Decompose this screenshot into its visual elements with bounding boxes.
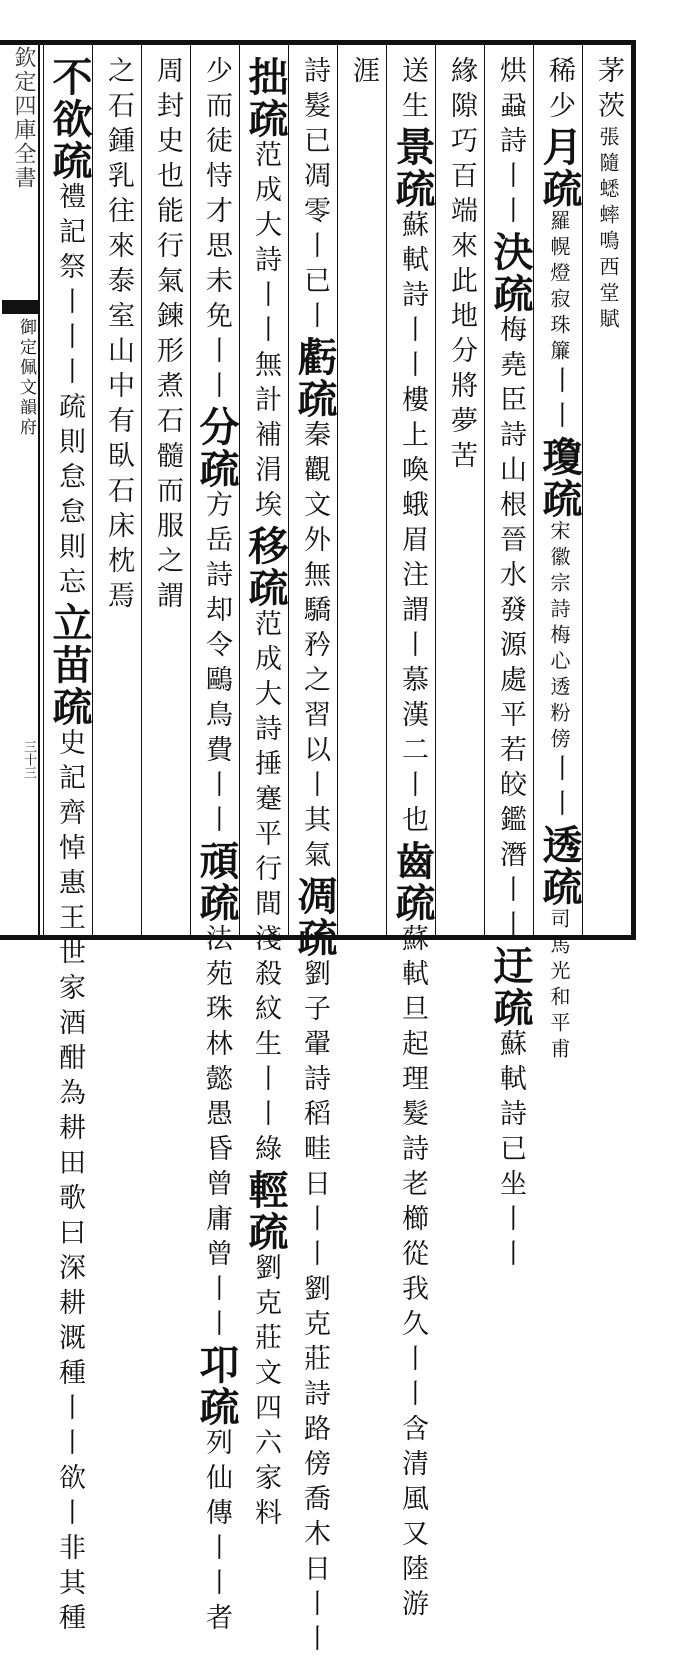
text-column <box>485 56 535 1274</box>
entry-text: 劉子翬詩稻畦日 <box>299 959 330 1204</box>
entry-text: 樓上喚蛾眉注謂 <box>397 385 428 630</box>
entry-text: 已 <box>299 266 330 301</box>
entry-text: 丨 <box>397 630 428 665</box>
entry-headword: 不欲疏 <box>46 56 93 182</box>
entry-headword: 移疏 <box>242 525 289 609</box>
text-column <box>583 56 633 926</box>
entry-headword: 卭疏 <box>193 1344 240 1428</box>
entry-text: 送生 <box>397 56 428 126</box>
entry-text: 者 <box>201 1603 232 1638</box>
entry-text: 梅堯臣詩山根晉水發源處平若皎鑑潛 <box>495 315 526 875</box>
entry-text: 宋徽宗詩梅心透粉傍 <box>547 520 571 754</box>
entry-headword: 分疏 <box>193 406 240 490</box>
entry-headword: 虧疏 <box>291 336 338 420</box>
entry-text: 禮記祭 <box>54 182 85 287</box>
entry-text: 秦觀文外無驕矜之習以 <box>299 420 330 770</box>
entry-text: 來此地分將夢苦 <box>446 231 477 476</box>
entry-text: 疏則怠怠則忘 <box>54 392 85 602</box>
entry-headword: 輕疏 <box>242 1169 289 1253</box>
entry-headword: 凋疏 <box>291 875 338 959</box>
entry-text: 非其種 <box>54 1533 85 1638</box>
entry-text: 丨丨 <box>397 1344 428 1414</box>
entry-headword: 景疏 <box>389 126 436 210</box>
entry-headword: 立苗疏 <box>46 602 93 728</box>
entry-text: 羅幌燈寂珠簾 <box>547 210 571 366</box>
entry-text: 丨丨 <box>54 1393 85 1463</box>
text-column <box>534 56 584 1064</box>
text-column <box>338 56 388 926</box>
entry-text: 張隨蟋蟀鳴西堂賦 <box>596 126 620 334</box>
entry-text: 丨丨丨 <box>54 287 85 392</box>
entry-text: 范成大詩 <box>250 140 281 280</box>
entry-headword: 透疏 <box>536 824 583 908</box>
entry-text: 方岳詩却令鷗鳥費 <box>201 490 232 770</box>
fishtail-mark-icon <box>2 300 38 314</box>
entry-text: 丨丨 <box>201 336 232 406</box>
entry-text: 丨丨 <box>397 315 428 385</box>
entry-text: 綠 <box>250 1134 281 1169</box>
entry-text: 劉克莊文四六家料 <box>250 1253 281 1533</box>
entry-text: 法苑珠林懿愚昏曾庸曾 <box>201 924 232 1274</box>
entry-headword: 月疏 <box>536 126 583 210</box>
entry-text: 之石鍾乳往來泰室山中有臥石床枕焉 <box>103 56 134 616</box>
entry-text: 涯 <box>348 56 379 91</box>
text-column <box>191 56 241 1638</box>
entry-text: 烘蝨詩 <box>495 56 526 161</box>
entry-text: 稀少 <box>544 56 575 126</box>
entry-text: 緣隙巧百端 <box>446 56 477 231</box>
spine-book-title: 御定佩文韻府 <box>16 318 36 438</box>
entry-text: 丨丨 <box>201 1274 232 1344</box>
entry-text: 丨丨 <box>299 1204 330 1274</box>
text-column <box>44 56 94 1638</box>
entry-text: 無計補涓埃 <box>250 350 281 525</box>
entry-headword: 齒疏 <box>389 840 436 924</box>
text-column <box>289 56 339 1659</box>
entry-text: 丨丨 <box>201 770 232 840</box>
entry-text: 周封史也能行氣鍊形煮石髓而服之謂 <box>152 56 183 616</box>
entry-text: 其氣 <box>299 805 330 875</box>
entry-text: 丨丨 <box>495 875 526 945</box>
entry-text: 丨丨 <box>299 1589 330 1659</box>
entry-text: 丨丨 <box>250 280 281 350</box>
entry-headword: 決疏 <box>487 231 534 315</box>
entry-text: 丨丨 <box>495 161 526 231</box>
entry-text: 司馬光和平甫 <box>547 908 571 1064</box>
entry-text: 丨 <box>54 1498 85 1533</box>
entry-text: 丨 <box>299 770 330 805</box>
entry-text: 丨丨 <box>250 1064 281 1134</box>
entry-text: 丨丨 <box>544 754 575 824</box>
entry-text: 丨 <box>299 231 330 266</box>
entry-text: 列仙傳 <box>201 1428 232 1533</box>
entry-text: 范成大詩捶蹇平行間淺殺紋生 <box>250 609 281 1064</box>
entry-text: 劉克莊詩路傍喬木日 <box>299 1274 330 1589</box>
entry-headword: 瓊疏 <box>536 436 583 520</box>
text-column <box>387 56 437 1624</box>
entry-text: 茅茨 <box>593 56 624 126</box>
entry-headword: 迂疏 <box>487 945 534 1029</box>
entry-text: 丨丨 <box>201 1533 232 1603</box>
text-column <box>436 56 486 926</box>
entry-text: 蘇軾詩 <box>397 210 428 315</box>
entry-text: 丨丨 <box>495 1204 526 1274</box>
entry-text: 丨 <box>299 301 330 336</box>
entry-text: 詩髮已凋零 <box>299 56 330 231</box>
entry-text: 含清風又陸游 <box>397 1414 428 1624</box>
entry-text: 丨丨 <box>544 366 575 436</box>
entry-text: 少而徒恃才思未免 <box>201 56 232 336</box>
entry-text: 丨 <box>397 770 428 805</box>
text-column <box>93 56 143 926</box>
entry-headword: 頑疏 <box>193 840 240 924</box>
entry-text: 蘇軾詩已坐 <box>495 1029 526 1204</box>
text-column <box>240 56 290 1533</box>
entry-headword: 拙疏 <box>242 56 289 140</box>
text-column <box>142 56 192 926</box>
column-rule <box>43 45 44 937</box>
entry-text: 也 <box>397 805 428 840</box>
entry-text: 慕漢二 <box>397 665 428 770</box>
spine-book-series: 欽定四庫全書 <box>11 46 36 190</box>
entry-text: 史記齊悼惠王世家酒酣為耕田歌曰深耕溉種 <box>54 728 85 1393</box>
entry-text: 蘇軾旦起理髮詩老櫛從我久 <box>397 924 428 1344</box>
spine-page-number: 三十三 <box>21 740 36 779</box>
entry-text: 欲 <box>54 1463 85 1498</box>
